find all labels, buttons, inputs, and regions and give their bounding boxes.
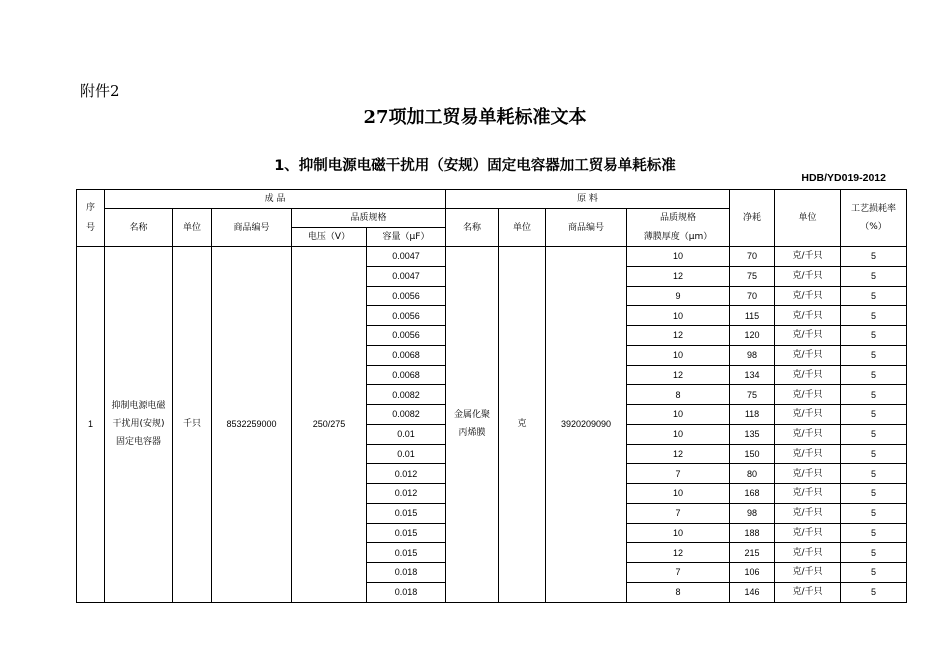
- net-cell: 120: [730, 326, 775, 346]
- thickness-cell: 10: [627, 484, 730, 504]
- unit-cell: 克/千只: [775, 563, 841, 583]
- unit-cell: 克/千只: [775, 385, 841, 405]
- net-cell: 150: [730, 444, 775, 464]
- attachment-label: 附件2: [80, 82, 120, 100]
- loss-cell: 5: [841, 405, 907, 425]
- unit-cell: 克/千只: [775, 247, 841, 267]
- header-finished-product: 成 品: [105, 190, 446, 209]
- loss-cell: 5: [841, 444, 907, 464]
- net-cell: 215: [730, 543, 775, 563]
- capacity-cell: 0.018: [367, 563, 446, 583]
- capacity-cell: 0.012: [367, 484, 446, 504]
- thickness-cell: 7: [627, 563, 730, 583]
- header-loss-rate: 工艺损耗率（%）: [841, 190, 907, 247]
- loss-cell: 5: [841, 286, 907, 306]
- unit-cell: 克/千只: [775, 306, 841, 326]
- unit-cell: 克/千只: [775, 424, 841, 444]
- net-cell: 134: [730, 365, 775, 385]
- header-product-unit: 单位: [173, 209, 212, 247]
- product-name: 抑制电源电磁干扰用(安规)固定电容器: [105, 247, 173, 603]
- raw-material-code: 3920209090: [546, 247, 627, 603]
- thickness-cell: 12: [627, 444, 730, 464]
- loss-cell: 5: [841, 385, 907, 405]
- loss-cell: 5: [841, 424, 907, 444]
- unit-cell: 克/千只: [775, 326, 841, 346]
- thickness-cell: 10: [627, 523, 730, 543]
- header-voltage: 电压（V）: [292, 228, 367, 247]
- capacity-cell: 0.015: [367, 503, 446, 523]
- loss-cell: 5: [841, 326, 907, 346]
- thickness-cell: 9: [627, 286, 730, 306]
- header-seq: 序号: [77, 190, 105, 247]
- header-raw-material: 原 料: [446, 190, 730, 209]
- net-cell: 98: [730, 345, 775, 365]
- capacity-cell: 0.0068: [367, 365, 446, 385]
- thickness-cell: 7: [627, 464, 730, 484]
- table-body: [77, 247, 907, 603]
- header-raw-unit: 单位: [499, 209, 546, 247]
- document-title: 27项加工贸易单耗标准文本: [363, 107, 587, 128]
- unit-cell: 克/千只: [775, 365, 841, 385]
- thickness-cell: 8: [627, 385, 730, 405]
- capacity-cell: 0.015: [367, 543, 446, 563]
- capacity-cell: 0.01: [367, 424, 446, 444]
- capacity-cell: 0.0056: [367, 326, 446, 346]
- capacity-cell: 0.0056: [367, 286, 446, 306]
- net-cell: 188: [730, 523, 775, 543]
- loss-cell: 5: [841, 345, 907, 365]
- table-row: [77, 247, 907, 267]
- loss-cell: 5: [841, 365, 907, 385]
- header-consumption-unit: 单位: [775, 190, 841, 247]
- net-cell: 98: [730, 503, 775, 523]
- thickness-cell: 8: [627, 582, 730, 602]
- net-cell: 118: [730, 405, 775, 425]
- capacity-cell: 0.0082: [367, 405, 446, 425]
- raw-material-unit: 克: [499, 247, 546, 603]
- section-title: 1、抑制电源电磁干扰用（安规）固定电容器加工贸易单耗标准: [274, 158, 676, 174]
- unit-cell: 克/千只: [775, 484, 841, 504]
- capacity-cell: 0.0068: [367, 345, 446, 365]
- consumption-standard-table: [76, 189, 907, 603]
- net-cell: 75: [730, 266, 775, 286]
- capacity-cell: 0.0047: [367, 247, 446, 267]
- loss-cell: 5: [841, 523, 907, 543]
- loss-cell: 5: [841, 563, 907, 583]
- capacity-cell: 0.01: [367, 444, 446, 464]
- thickness-cell: 10: [627, 247, 730, 267]
- loss-cell: 5: [841, 266, 907, 286]
- net-cell: 70: [730, 286, 775, 306]
- capacity-cell: 0.012: [367, 464, 446, 484]
- loss-cell: 5: [841, 582, 907, 602]
- unit-cell: 克/千只: [775, 345, 841, 365]
- header-raw-name: 名称: [446, 209, 499, 247]
- header-capacity: 容量（μF）: [367, 228, 446, 247]
- thickness-cell: 10: [627, 306, 730, 326]
- unit-cell: 克/千只: [775, 266, 841, 286]
- capacity-cell: 0.018: [367, 582, 446, 602]
- net-cell: 115: [730, 306, 775, 326]
- product-code: 8532259000: [212, 247, 292, 603]
- thickness-cell: 10: [627, 405, 730, 425]
- unit-cell: 克/千只: [775, 503, 841, 523]
- standard-code: HDB/YD019-2012: [801, 172, 886, 184]
- loss-cell: 5: [841, 503, 907, 523]
- header-raw-spec: 品质规格: [627, 209, 730, 228]
- net-cell: 168: [730, 484, 775, 504]
- unit-cell: 克/千只: [775, 405, 841, 425]
- net-cell: 70: [730, 247, 775, 267]
- unit-cell: 克/千只: [775, 464, 841, 484]
- unit-cell: 克/千只: [775, 444, 841, 464]
- unit-cell: 克/千只: [775, 543, 841, 563]
- net-cell: 106: [730, 563, 775, 583]
- product-unit: 千只: [173, 247, 212, 603]
- header-raw-code: 商品编号: [546, 209, 627, 247]
- unit-cell: 克/千只: [775, 286, 841, 306]
- loss-cell: 5: [841, 306, 907, 326]
- header-net-consumption: 净耗: [730, 190, 775, 247]
- thickness-cell: 10: [627, 345, 730, 365]
- thickness-cell: 12: [627, 326, 730, 346]
- capacity-cell: 0.015: [367, 523, 446, 543]
- net-cell: 135: [730, 424, 775, 444]
- net-cell: 80: [730, 464, 775, 484]
- thickness-cell: 7: [627, 503, 730, 523]
- capacity-cell: 0.0082: [367, 385, 446, 405]
- header-film-thickness: 薄膜厚度（μm）: [627, 228, 730, 247]
- net-cell: 146: [730, 582, 775, 602]
- loss-cell: 5: [841, 543, 907, 563]
- loss-cell: 5: [841, 464, 907, 484]
- thickness-cell: 12: [627, 543, 730, 563]
- capacity-cell: 0.0056: [367, 306, 446, 326]
- unit-cell: 克/千只: [775, 523, 841, 543]
- header-product-name: 名称: [105, 209, 173, 247]
- header-product-code: 商品编号: [212, 209, 292, 247]
- loss-cell: 5: [841, 247, 907, 267]
- thickness-cell: 12: [627, 365, 730, 385]
- net-cell: 75: [730, 385, 775, 405]
- product-voltage: 250/275: [292, 247, 367, 603]
- capacity-cell: 0.0047: [367, 266, 446, 286]
- product-seq: 1: [77, 247, 105, 603]
- unit-cell: 克/千只: [775, 582, 841, 602]
- loss-cell: 5: [841, 484, 907, 504]
- thickness-cell: 10: [627, 424, 730, 444]
- header-product-spec: 品质规格: [292, 209, 446, 228]
- raw-material-name: 金属化聚丙烯膜: [446, 247, 499, 603]
- thickness-cell: 12: [627, 266, 730, 286]
